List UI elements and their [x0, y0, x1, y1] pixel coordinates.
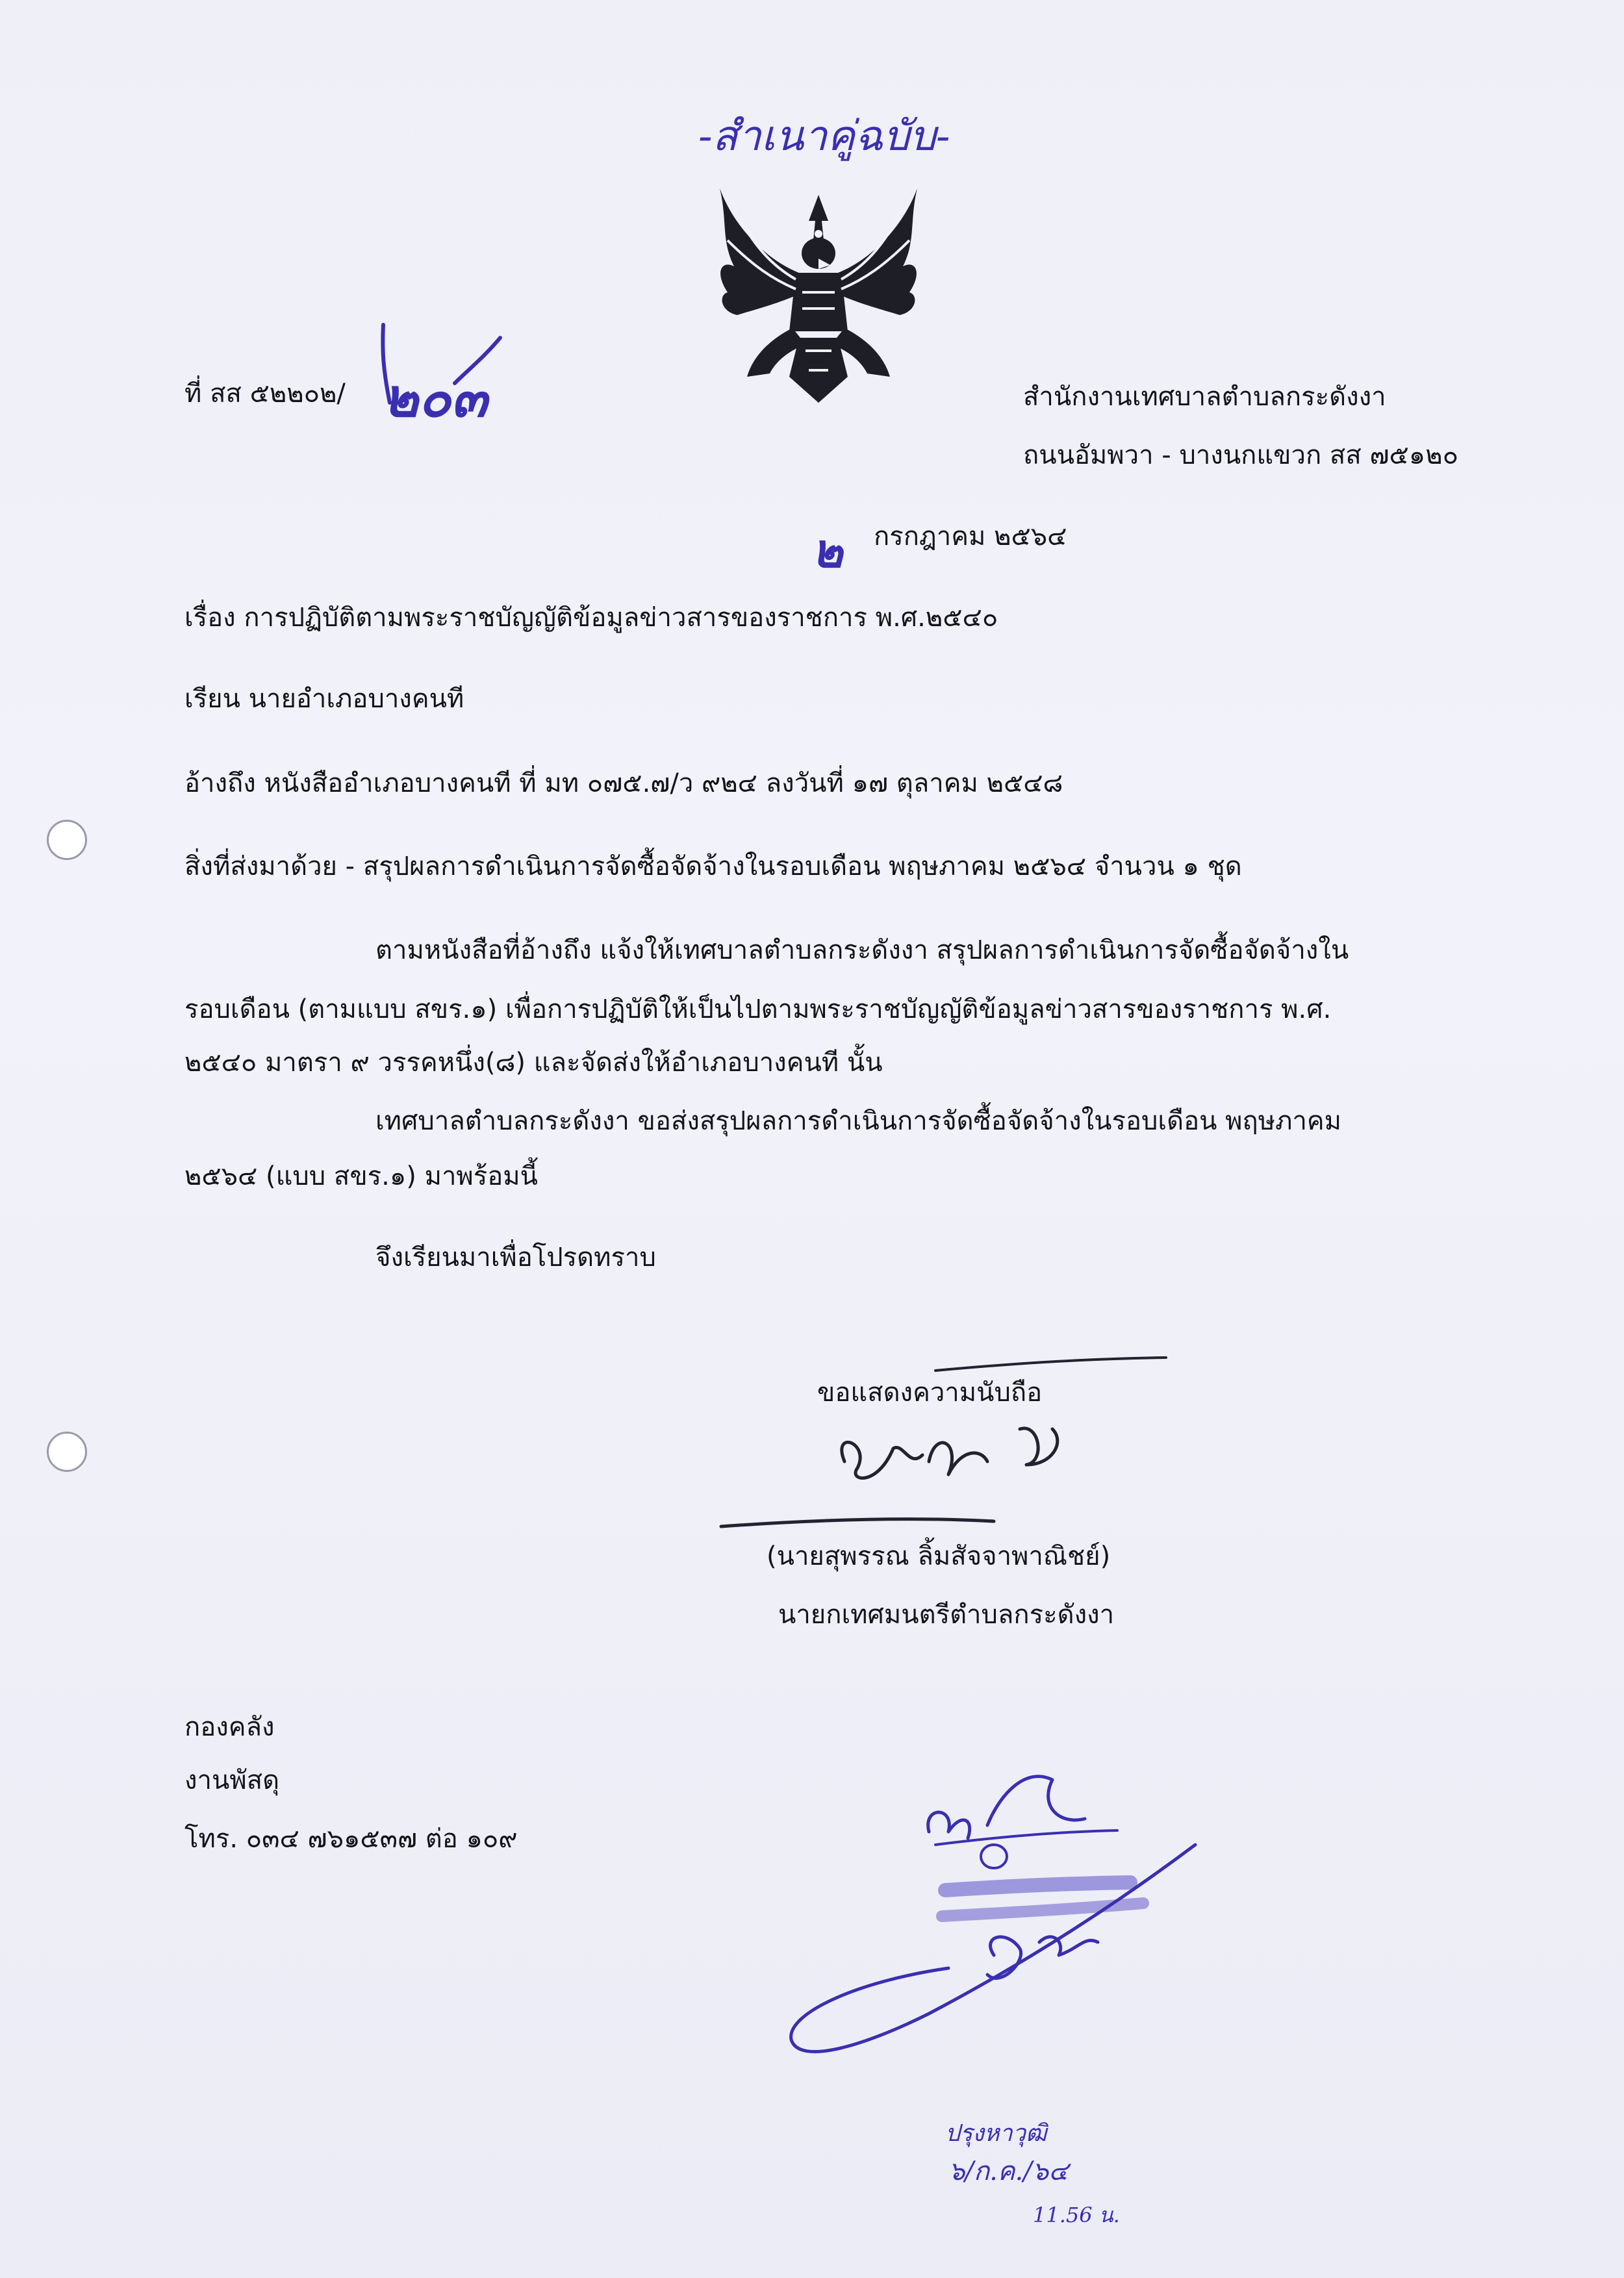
handwritten-doc-number: ๒๐๓ — [383, 367, 488, 429]
punch-hole-bottom — [47, 1432, 87, 1472]
received-date: ๖/ก.ค./๖๔ — [948, 2157, 1069, 2186]
garuda-emblem-icon — [708, 182, 929, 409]
punch-hole-top — [47, 820, 87, 860]
office-address: ถนนอัมพวา - บางนกแขวก สส ๗๕๑๒๐ — [1023, 440, 1458, 470]
paragraph-1-line-2: รอบเดือน (ตามแบบ สขร.๑) เพื่อการปฏิบัติให้เป็นไปตามพระราชบัญญัติข้อมูลข่าวสารของราชการ พ.ศ. — [184, 994, 1332, 1024]
section-name: งานพัสดุ — [184, 1765, 280, 1795]
reference-line: อ้างถึง หนังสืออำเภอบางคนที ที่ มท ๐๗๕.๗/ว ๙๒๔ ลงวันที่ ๑๗ ตุลาคม ๒๕๔๘ — [184, 768, 1063, 798]
paragraph-1-line-3: ๒๕๔๐ มาตรา ๙ วรรคหนึ่ง(๘) และจัดส่งให้อำเภอบางคนที นั้น — [184, 1048, 883, 1078]
handwritten-approval-marks — [780, 1754, 1234, 2092]
enclosure-line: สิ่งที่ส่งมาด้วย - สรุปผลการดำเนินการจัดซื้อจัดจ้างในรอบเดือน พฤษภาคม ๒๕๖๔ จำนวน ๑ ชุด — [184, 852, 1242, 881]
paragraph-2-line-2: ๒๕๖๔ (แบบ สขร.๑) มาพร้อมนี้ — [184, 1161, 538, 1191]
office-name: สำนักงานเทศบาลตำบลกระดังงา — [1023, 382, 1386, 412]
subject-line: เรื่อง การปฏิบัติตามพระราชบัญญัติข้อมูลข่าวสารของราชการ พ.ศ.๒๕๔๐ — [184, 603, 998, 633]
letter-date: กรกฎาคม ๒๕๖๔ — [874, 522, 1067, 551]
doc-number-flourish — [377, 305, 507, 416]
phone-number: โทร. ๐๓๔ ๗๖๑๕๓๗ ต่อ ๑๐๙ — [184, 1824, 518, 1854]
signer-title: นายกเทศมนตรีตำบลกระดังงา — [778, 1600, 1115, 1630]
signer-name: (นายสุพรรณ ลิ้มสัจจาพาณิชย์) — [767, 1541, 1111, 1571]
paragraph-1-line-1: ตามหนังสือที่อ้างถึง แจ้งให้เทศบาลตำบลกระดังงา สรุปผลการดำเนินการจัดซื้อจัดจ้างใน — [375, 935, 1349, 965]
addressee-line: เรียน นายอำเภอบางคนที — [184, 684, 464, 714]
closing-request: จึงเรียนมาเพื่อโปรดทราบ — [375, 1243, 656, 1272]
received-note: ปรุงหาวุฒิ — [945, 2120, 1047, 2147]
received-time: 11.56 น. — [1033, 2203, 1120, 2227]
department-name: กองคลัง — [184, 1712, 275, 1742]
mayor-signature — [715, 1351, 1182, 1546]
paragraph-2-line-1: เทศบาลตำบลกระดังงา ขอส่งสรุปผลการดำเนินการจัดซื้อจัดจ้างในรอบเดือน พฤษภาคม — [375, 1106, 1342, 1136]
handwritten-copy-note: -สำเนาคู่ฉบับ- — [698, 112, 950, 160]
closing-phrase: ขอแสดงความนับถือ — [817, 1378, 1043, 1408]
handwritten-day: ๒ — [812, 523, 843, 578]
reference-number: ที่ สส ๕๒๒๐๒/ — [184, 379, 346, 409]
